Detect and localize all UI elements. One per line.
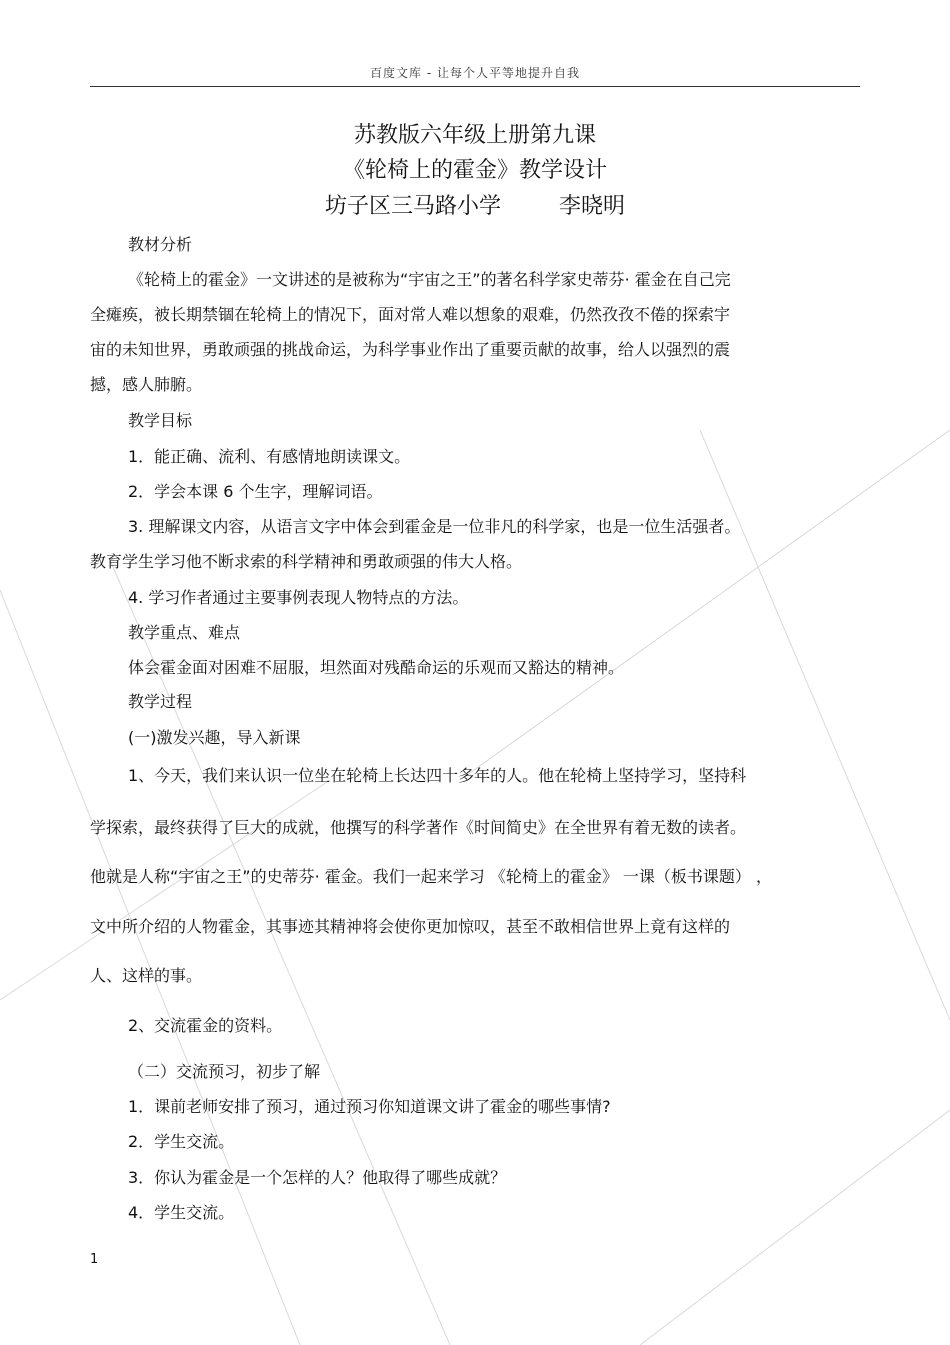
author-name: 李晓明: [559, 194, 626, 219]
list-item: 3. 理解课文内容，从语言文字中体会到霍金是一位非凡的科学家，也是一位生活强者。: [128, 517, 741, 536]
paragraph-line: 学探索，最终获得了巨大的成就，他撰写的科学著作《时间简史》在全世界有着无数的读者。: [90, 818, 747, 837]
paragraph-line: 文中所介绍的人物霍金，其事迹其精神将会使你更加惊叹，甚至不敢相信世界上竟有这样的: [90, 917, 731, 936]
paragraph-line: 体会霍金面对困难不屈服，坦然面对残酷命运的乐观而又豁达的精神。: [128, 658, 625, 677]
page-number: 1: [90, 1252, 99, 1267]
paragraph-line: 教育学生学习他不断求索的科学精神和勇敢顽强的伟大人格。: [90, 552, 523, 571]
paragraph-line: 他就是人称“宇宙之王”的史蒂芬· 霍金。我们一起来学习 《轮椅上的霍金》 一课（板书课题） ，: [90, 867, 773, 886]
subsection-heading: (一)激发兴趣，导入新课: [128, 728, 301, 747]
section-heading: 教学目标: [128, 411, 193, 430]
watermark-line: [640, 1110, 950, 1345]
list-item: 2．学生交流。: [128, 1132, 235, 1151]
subsection-heading: （二）交流预习，初步了解: [128, 1062, 321, 1081]
school-name: 坊子区三马路小学: [324, 194, 501, 219]
paragraph-line: 2、交流霍金的资料。: [128, 1016, 283, 1035]
paragraph-line: 全瘫痪，被长期禁锢在轮椅上的情况下，面对常人难以想象的艰难，仍然孜孜不倦的探索宇: [90, 305, 731, 324]
paragraph-line: 《轮椅上的霍金》一文讲述的是被称为“宇宙之王”的著名科学家史蒂芬· 霍金在自己完: [128, 270, 731, 289]
doc-title-line3: [0, 193, 950, 221]
list-item: 4．学生交流。: [128, 1203, 235, 1222]
paragraph-line: 宙的未知世界，勇敢顽强的挑战命运，为科学事业作出了重要贡献的故事，给人以强烈的震: [90, 340, 731, 359]
list-item: 1．能正确、流利、有感情地朗读课文。: [128, 447, 411, 466]
section-heading: 教学过程: [128, 692, 193, 711]
paragraph-line: 撼，感人肺腑。: [90, 375, 203, 394]
doc-title-line1: 苏教版六年级上册第九课: [353, 123, 596, 148]
paragraph-line: 1、今天，我们来认识一位坐在轮椅上长达四十多年的人。他在轮椅上坚持学习，坚持科: [128, 766, 747, 785]
section-heading: 教学重点、难点: [128, 623, 241, 642]
list-item: 2．学会本课 6 个生字，理解词语。: [128, 482, 383, 501]
list-item: 3．你认为霍金是一个怎样的人？他取得了哪些成就？: [128, 1168, 507, 1187]
list-item: 1．课前老师安排了预习，通过预习你知道课文讲了霍金的哪些事情?: [128, 1097, 611, 1116]
paragraph-line: 人、这样的事。: [90, 966, 203, 985]
watermark-line: [460, 430, 950, 780]
page-header: 百度文库 - 让每个人平等地提升自我: [370, 66, 580, 80]
header-divider: [90, 86, 860, 87]
section-heading: 教材分析: [128, 235, 193, 254]
list-item: 4. 学习作者通过主要事例表现人物特点的方法。: [128, 588, 469, 607]
doc-title-line2: 《轮椅上的霍金》教学设计: [342, 158, 607, 183]
